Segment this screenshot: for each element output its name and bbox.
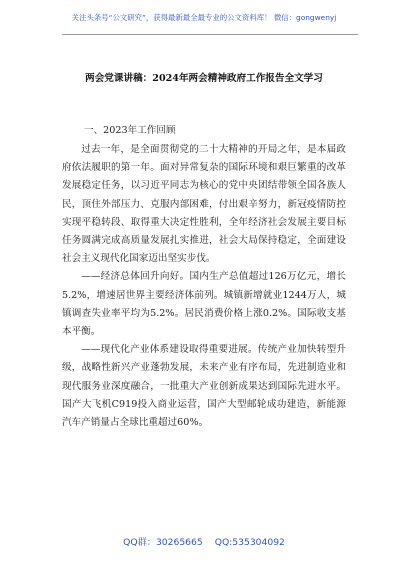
header-divider [62, 34, 358, 35]
footer-qq-group: QQ群：30265665 [123, 537, 203, 548]
document-body [62, 141, 346, 432]
header-banner: 关注头条号“公文研究”，获得最新最全最专业的公文资料库！ 微信：gongwenyj [71, 13, 337, 22]
paragraph-intro: 过去一年，是全面贯彻党的二十大精神的开局之年，是本届政府依法履职的第一年。面对异常复杂的国际环境和艰巨繁重的改革发展稳定任务，以习近平同志为核心的党中央团结带领全国各族人民，顶住外部压力、克服内部困难，付出艰辛努力，新冠疫情防控实现平稳转段、取得重大决定性胜利，全年经济社会发展主要目标任务圆满完成高质量发展扎实推进，社会大局保持稳定，全面建设社会主义现代化国家迈出坚实步伐。 [62, 144, 346, 265]
section-heading: 一、2023年工作回顾 [84, 125, 176, 136]
paragraph-industry: ——现代化产业体系建设取得重要进展。传统产业加快转型升级，战略性新兴产业蓬勃发展，未来产业有序布局，先进制造业和现代服务业深度融合，一批重大产业创新成果达到国际先进水平。国产大飞机C919投入商业运营，国产大型邮轮成功建造，新能源汽车产销量占全球比重超过60%。 [62, 344, 346, 429]
footer-contact [0, 534, 408, 548]
footer-qq: QQ:535304092 [214, 537, 285, 548]
document-title: 两会党课讲稿：2024年两会精神政府工作报告全文学习 [85, 73, 323, 84]
paragraph-economy: ——经济总体回升向好。国内生产总值超过126万亿元，增长5.2%，增速居世界主要经济体前列。城镇新增就业1244万人，城镇调查失业率平均为5.2%。居民消费价格上涨0.2%。国际收支基本平衡。 [62, 271, 346, 338]
